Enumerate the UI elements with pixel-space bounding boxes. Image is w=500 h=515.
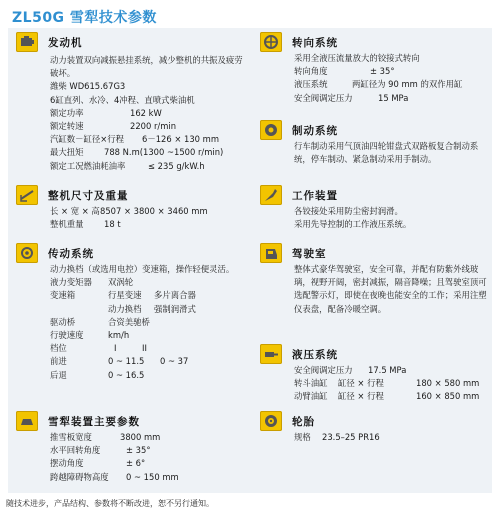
spec-label: 跨越障碍物高度 bbox=[50, 471, 109, 482]
spec-row bbox=[50, 205, 250, 218]
work-line: 采用先导控制的工作液压系统。 bbox=[294, 219, 412, 230]
spec-row bbox=[294, 65, 490, 78]
spec-label: 额定转速 bbox=[50, 120, 84, 131]
spec-row bbox=[294, 390, 490, 403]
engine-icon bbox=[16, 32, 38, 52]
spec-row bbox=[50, 107, 250, 120]
spec-value: 0 ~ 16.5 bbox=[108, 369, 145, 380]
tire-icon bbox=[260, 411, 282, 431]
spec-label: 档位 bbox=[50, 343, 67, 354]
hydraulic-icon bbox=[260, 344, 282, 364]
spec-row bbox=[50, 303, 250, 316]
transmission-intro: 动力换档（或选用电控）变速箱，操作轻便灵活。 bbox=[50, 264, 235, 274]
work-section bbox=[260, 185, 490, 230]
spec-value: 行星变速 bbox=[108, 290, 142, 301]
spec-value: ≤ 235 g/kW.h bbox=[148, 160, 205, 171]
engine-intro: 动力装置双向减振悬挂系统，减少整机的共振及疲劳破坏。 bbox=[50, 55, 243, 79]
section-title: 整机尺寸及重量 bbox=[48, 190, 129, 202]
spec-label: 转斗油缸 bbox=[294, 378, 328, 389]
spec-value: I bbox=[114, 343, 117, 354]
spec-label: 行驶速度 bbox=[50, 329, 84, 340]
section-title: 工作装置 bbox=[292, 190, 338, 202]
spec-row bbox=[50, 276, 250, 289]
page-title: ZL50G 雪犁技术参数 bbox=[12, 10, 157, 26]
spec-row bbox=[50, 120, 250, 133]
spec-row bbox=[50, 133, 250, 146]
spec-row bbox=[50, 457, 250, 470]
spec-value: 15 MPa bbox=[378, 92, 409, 103]
section-title: 制动系统 bbox=[292, 125, 338, 137]
spec-label: 液力变矩器 bbox=[50, 277, 92, 288]
spec-value: 8507 × 3800 × 3460 mm bbox=[100, 206, 208, 216]
spec-label: 汽缸数－缸径×行程 bbox=[50, 134, 125, 145]
cab-text: 整体式豪华驾驶室，安全可靠，并配有防紫外线玻璃，视野开阔，密封减振，隔音降噪；且驾驶室顶可选配警示灯，即使在夜晚也能安全的工作；采用注塑仪表盘，配备冷暖空调。 bbox=[294, 264, 487, 314]
brake-icon bbox=[260, 120, 282, 140]
spec-row bbox=[294, 431, 490, 444]
spec-value: 2200 r/min bbox=[130, 120, 177, 131]
spec-value: 6－126 × 130 mm bbox=[142, 134, 219, 145]
spec-label: 变速箱 bbox=[50, 290, 76, 301]
spec-label: 整机重量 bbox=[50, 219, 84, 230]
spec-row bbox=[50, 218, 250, 231]
spec-row bbox=[50, 355, 250, 368]
spec-value: 17.5 MPa bbox=[368, 365, 407, 375]
spec-row bbox=[294, 364, 490, 377]
spec-row bbox=[50, 316, 250, 329]
dimensions-section bbox=[16, 185, 251, 230]
spec-value: 动力换档 bbox=[108, 303, 142, 314]
spec-value: 3800 mm bbox=[120, 432, 161, 442]
steering-icon bbox=[260, 32, 282, 52]
section-title: 转向系统 bbox=[292, 37, 338, 49]
spec-label: 额定工况燃油耗油率 bbox=[50, 160, 126, 171]
spec-value: km/h bbox=[108, 329, 130, 340]
spec-value: ± 6° bbox=[126, 458, 146, 469]
work-line: 各铰接处采用防尘密封润滑。 bbox=[294, 206, 403, 216]
section-title: 驾驶室 bbox=[292, 248, 327, 260]
spec-value: 多片离合器 bbox=[154, 290, 196, 301]
section-title: 雪犁装置主要参数 bbox=[48, 416, 140, 428]
spec-label: 摆动角度 bbox=[50, 458, 84, 469]
section-title: 发动机 bbox=[48, 37, 83, 49]
spec-value: 合资美驰桥 bbox=[108, 316, 150, 327]
spec-value: 160 × 850 mm bbox=[416, 391, 480, 402]
spec-label: 长 × 宽 × 高 bbox=[50, 206, 100, 216]
spec-row bbox=[50, 369, 250, 382]
spec-value: 双涡轮 bbox=[108, 277, 134, 288]
spec-label: 安全阀调定压力 bbox=[294, 92, 353, 103]
spec-value: II bbox=[142, 343, 147, 354]
engine-section bbox=[16, 32, 251, 171]
spec-row bbox=[50, 444, 250, 457]
spec-value: ± 35° bbox=[126, 445, 151, 456]
spec-value: 18 t bbox=[104, 219, 121, 230]
transmission-icon bbox=[16, 243, 38, 263]
brake-text: 行车制动采用气顶油四轮钳盘式双路板复合制动系统，停车制动、紧急制动采用手制动。 bbox=[294, 141, 479, 165]
spec-row bbox=[50, 160, 250, 173]
spec-row bbox=[294, 377, 490, 390]
spec-value: 788 N.m(1300 ~1500 r/min) bbox=[104, 147, 224, 158]
spec-value: 180 × 580 mm bbox=[416, 378, 480, 389]
spec-value: 0 ~ 11.5 bbox=[108, 356, 145, 367]
spec-row bbox=[50, 471, 250, 484]
hydraulic-section bbox=[260, 344, 490, 402]
spec-value: 0 ~ 150 mm bbox=[126, 471, 179, 482]
engine-type: 6缸直列、水冷、4冲程、直喷式柴油机 bbox=[50, 94, 195, 105]
spec-value: 23.5–25 PR16 bbox=[322, 432, 380, 442]
spec-label: 水平回转角度 bbox=[50, 445, 101, 456]
spec-label: 后退 bbox=[50, 369, 67, 380]
brake-section bbox=[260, 120, 490, 165]
footnote: 随技术进步，产品结构、参数将不断改进，恕不另行通知。 bbox=[6, 499, 214, 508]
spec-label: 额定功率 bbox=[50, 107, 84, 118]
spec-row bbox=[50, 146, 250, 159]
plow-icon bbox=[16, 411, 38, 431]
plow-section bbox=[16, 411, 251, 482]
spec-row bbox=[50, 289, 250, 302]
spec-label: 最大扭矩 bbox=[50, 147, 84, 158]
section-title: 液压系统 bbox=[292, 349, 338, 361]
engine-model: 潍柴 WD615.67G3 bbox=[50, 81, 126, 92]
spec-label: 转向角度 bbox=[294, 66, 328, 77]
spec-label: 液压系统 bbox=[294, 79, 328, 90]
spec-label: 动臂油缸 bbox=[294, 391, 328, 402]
spec-value: 强制润滑式 bbox=[154, 303, 196, 314]
spec-label: 驱动桥 bbox=[50, 316, 76, 327]
spec-value: 缸径 × 行程 bbox=[338, 378, 384, 389]
tire-section bbox=[260, 411, 490, 442]
transmission-section bbox=[16, 243, 251, 380]
steering-intro: 采用全液压流量放大的铰接式转向 bbox=[294, 53, 420, 63]
spec-label: 推雪板宽度 bbox=[50, 432, 92, 442]
spec-row bbox=[50, 329, 250, 342]
spec-value: 0 ~ 37 bbox=[160, 356, 189, 367]
spec-value: 162 kW bbox=[130, 107, 162, 118]
spec-label: 规格 bbox=[294, 432, 311, 442]
spec-row bbox=[294, 78, 490, 91]
dimension-icon bbox=[16, 185, 38, 205]
cab-icon bbox=[260, 243, 282, 263]
steering-section bbox=[260, 32, 490, 103]
section-title: 轮胎 bbox=[292, 416, 315, 428]
spec-label: 安全阀调定压力 bbox=[294, 365, 353, 375]
section-title: 传动系统 bbox=[48, 248, 94, 260]
spec-label: 前进 bbox=[50, 356, 67, 367]
work-icon bbox=[260, 185, 282, 205]
spec-value: ± 35° bbox=[370, 66, 395, 77]
spec-row bbox=[50, 342, 250, 355]
spec-row bbox=[294, 92, 490, 105]
spec-row bbox=[50, 431, 250, 444]
spec-value: 缸径 × 行程 bbox=[338, 391, 384, 402]
spec-value: 两缸径为 90 mm 的双作用缸 bbox=[352, 79, 463, 90]
cab-section bbox=[260, 243, 490, 314]
